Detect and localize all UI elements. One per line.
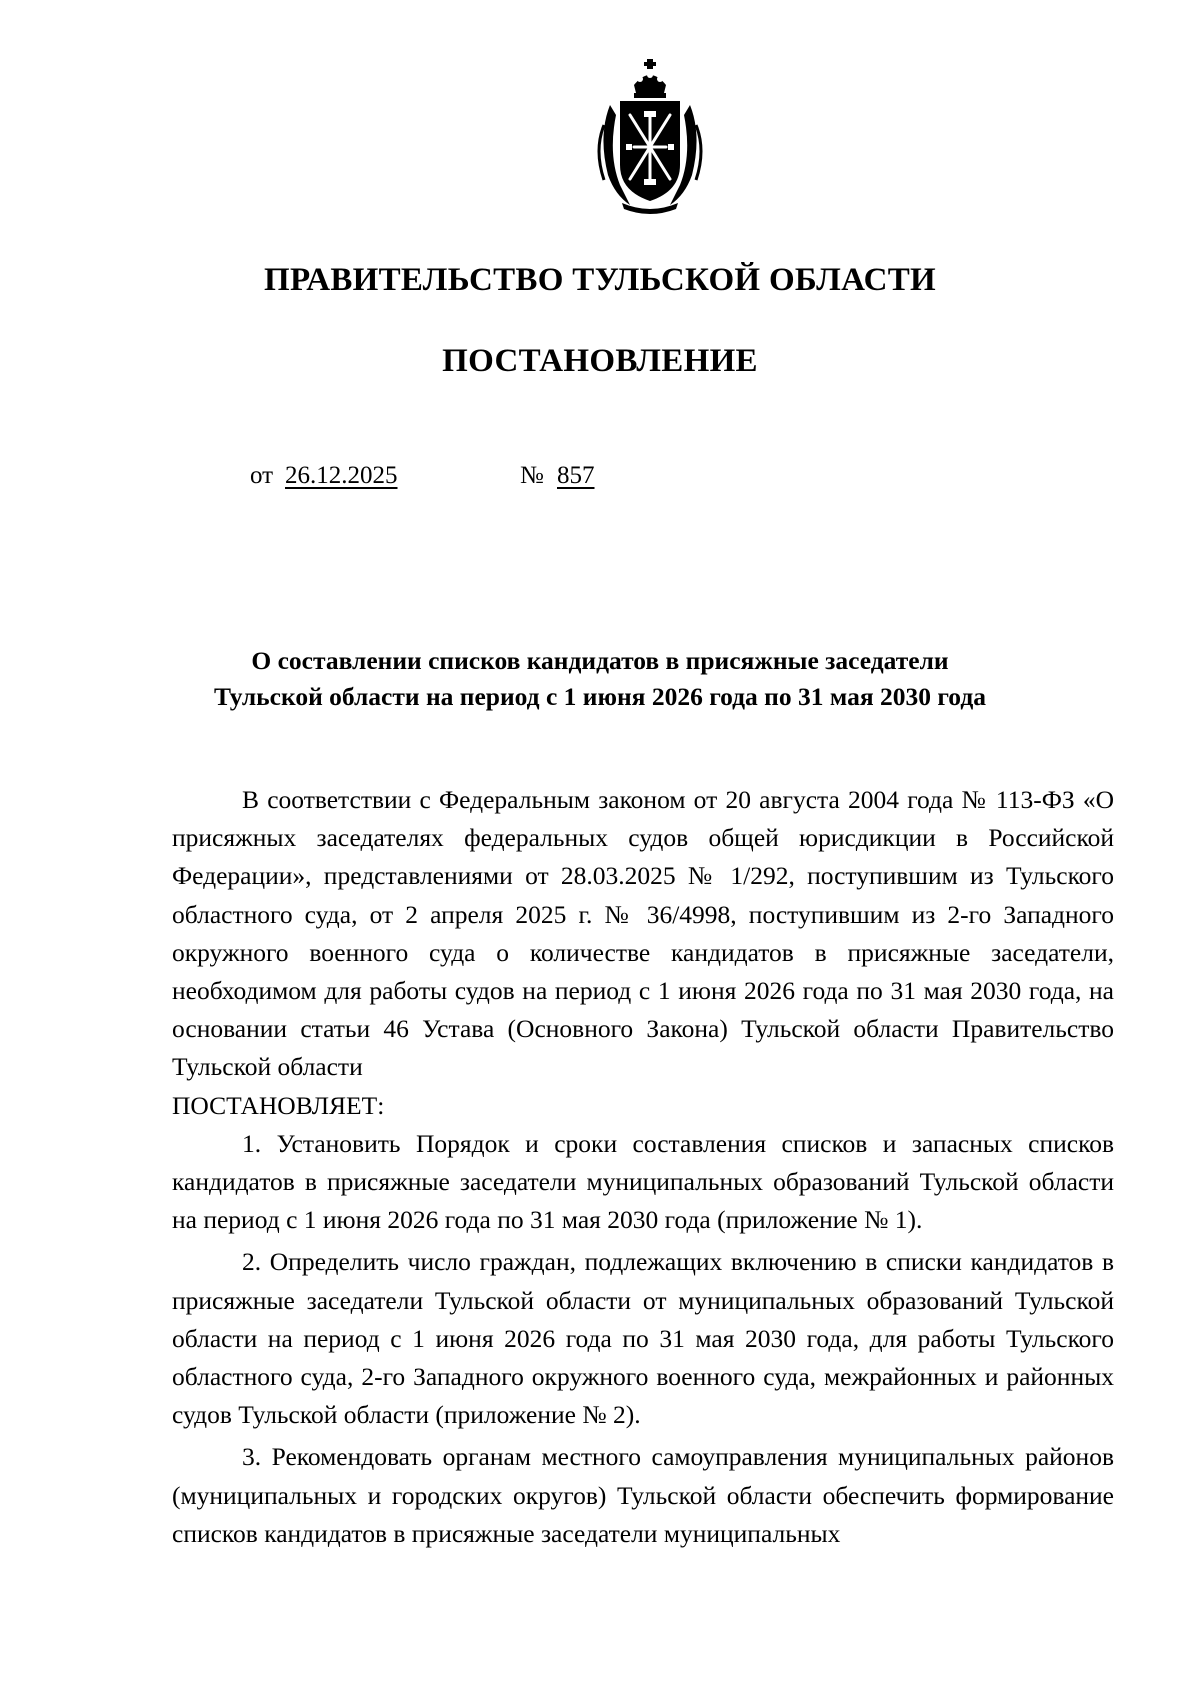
item-paragraph: 3. Рекомендовать органам местного самоуправления муниципальных районов (муниципальных и городских округов) Тульской области обеспечить формирование списков кандидатов в присяжные заседатели муниципальных (172, 1442, 1114, 1548)
number-label: № (520, 462, 544, 489)
document-date: 26.12.2025 (285, 462, 398, 489)
item-paragraph: 1. Установить Порядок и сроки составления списков и запасных списков кандидатов в присяжные заседатели муниципальных образований Тульской области на период с 1 июня 2026 года по 31 мая 2030 года (приложение № 1). (172, 1128, 1114, 1235)
resolves-word: ПОСТАНОВЛЯЕТ: (172, 1090, 385, 1120)
subject-line: О составлении списков кандидатов в присяжные заседатели (251, 646, 949, 675)
document-subject (170, 643, 1030, 715)
coat-of-arms-icon (590, 55, 710, 215)
document-type: ПОСТАНОВЛЕНИЕ (442, 343, 758, 379)
document-body (172, 781, 1114, 1553)
document-number: 857 (557, 462, 595, 489)
government-title: ПРАВИТЕЛЬСТВО ТУЛЬСКОЙ ОБЛАСТИ (264, 262, 936, 298)
preamble-paragraph: В соответствии с Федеральным законом от 20 августа 2004 года № 113-ФЗ «О присяжных заседателях федеральных судов общей юрисдикции в Российской Федерации», представлениями от 28.03.2025 № 1/292, поступившим из Тульского областного суда, от 2 апреля 2025 г. № 36/4998, поступившим из 2-го Западного окружного военного суда о количестве кандидатов в присяжные заседатели, необходимом для работы судов на период с 1 июня 2026 года по 31 мая 2030 года, на основании статьи 46 Устава (Основного Закона) Тульской области Правительство Тульской области (172, 785, 1114, 1082)
item-paragraph: 2. Определить число граждан, подлежащих включению в списки кандидатов в присяжные заседатели Тульской области от муниципальных образований Тульской области на период с 1 июня 2026 года по 31 мая 2030 года, для работы Тульского областного суда, 2-го Западного окружного военного суда, межрайонных и районных судов Тульской области (приложение № 2). (172, 1247, 1114, 1430)
date-label: от (250, 462, 274, 489)
subject-line: Тульской области на период с 1 июня 2026 года по 31 мая 2030 года (214, 682, 986, 711)
